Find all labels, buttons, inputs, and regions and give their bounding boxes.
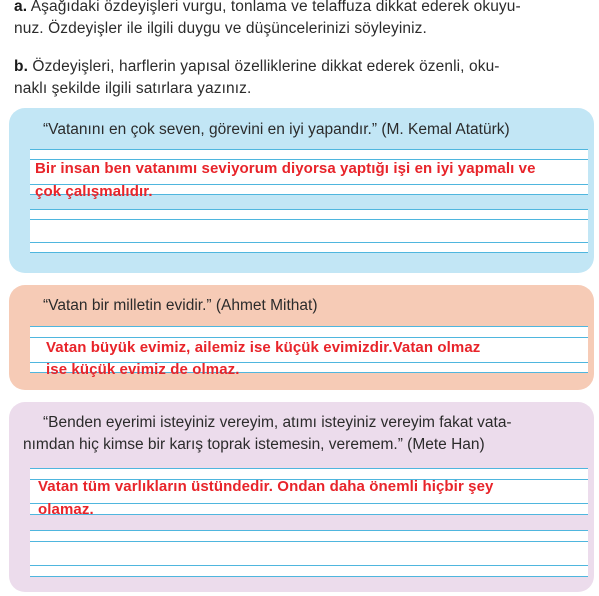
quote-box-1	[9, 108, 594, 273]
instruction-b-line1: Özdeyişleri, harflerin yapısal özelliklerine dikkat ederek özenli, oku-	[32, 58, 500, 75]
quote-text-2: “Vatan bir milletin evidir.” (Ahmet Mithat)	[43, 297, 318, 314]
instruction-a-line1: Aşağıdaki özdeyişleri vurgu, tonlama ve telaffuza dikkat ederek okuyu-	[30, 0, 521, 15]
quote-text-1: “Vatanını en çok seven, görevini en iyi yapandır.” (M. Kemal Atatürk)	[43, 121, 510, 138]
quote-box-2	[9, 285, 594, 390]
quote-box-3	[9, 402, 594, 592]
writing-lines-3b[interactable]	[30, 530, 588, 577]
answer-1-line2: çok çalışmalıdır.	[35, 183, 153, 200]
quote-text-3-line2: nımdan hiç kimse bir karış toprak istemesin, veremem.” (Mete Han)	[23, 436, 485, 453]
instruction-b	[14, 56, 592, 100]
quote-text-3-line1: “Benden eyerimi isteyiniz vereyim, atımı isteyiniz vereyim fakat vata-	[43, 414, 512, 431]
instruction-b-line2: naklı şekilde ilgili satırlara yazınız.	[14, 80, 252, 97]
instruction-a-letter: a.	[14, 0, 28, 15]
instruction-a	[14, 0, 592, 40]
writing-lines-1b[interactable]	[30, 209, 588, 253]
answer-2-line1: Vatan büyük evimiz, ailemiz ise küçük evimizdir.Vatan olmaz	[46, 339, 481, 356]
answer-2-line2: ise küçük evimiz de olmaz.	[46, 361, 240, 378]
answer-1-line1: Bir insan ben vatanımı seviyorum diyorsa yaptığı işi en iyi yapmalı ve	[35, 160, 536, 177]
answer-3-line2: olamaz.	[38, 501, 94, 518]
instruction-b-letter: b.	[14, 58, 28, 75]
instruction-a-line2: nuz. Özdeyişler ile ilgili duygu ve düşüncelerinizi söyleyiniz.	[14, 20, 427, 37]
answer-3-line1: Vatan tüm varlıkların üstündedir. Ondan daha önemli hiçbir şey	[38, 478, 494, 495]
